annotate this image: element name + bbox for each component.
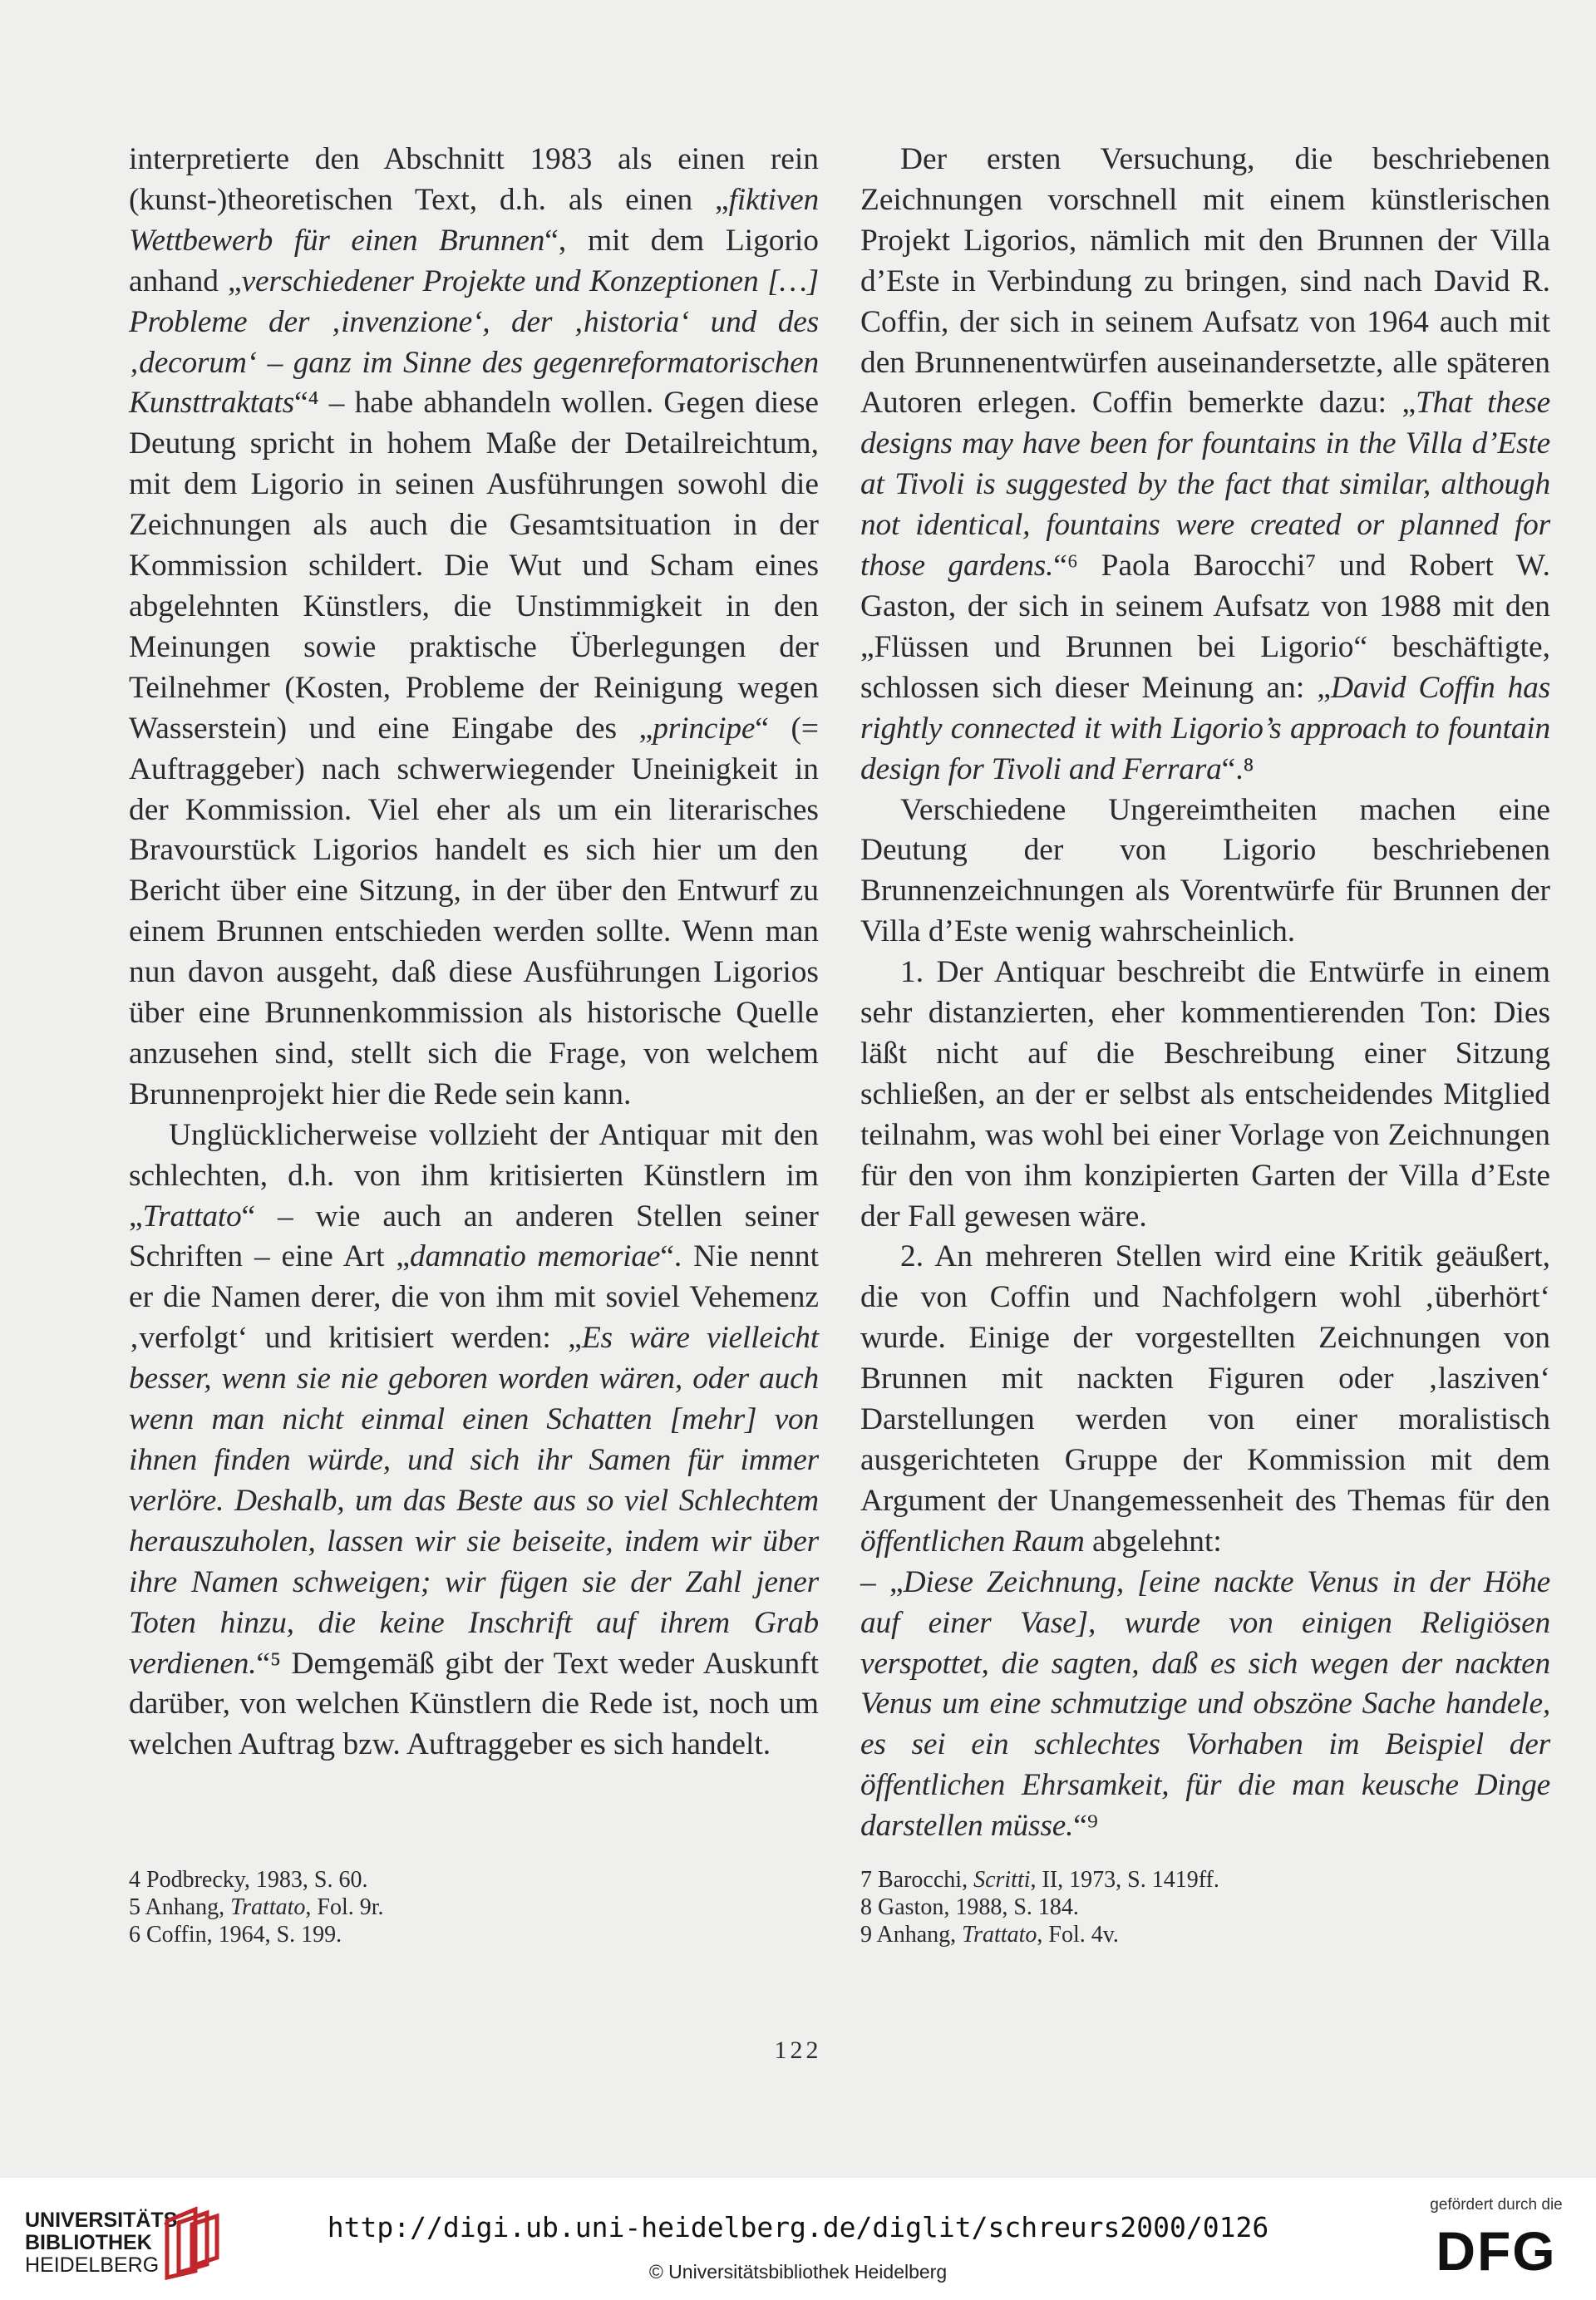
footnote: 9 Anhang, Trattato, Fol. 4v. xyxy=(860,1922,1119,1948)
paragraph: interpretierte den Abschnitt 1983 als einen rein (kunst-)theoretischen Text, d.h. als einen „fiktiven Wettbewerb für einen Brunnen“, mit dem Ligorio anhand „verschiedener Projekte und Konzeptionen […] Probleme der ‚invenzione‘, der ‚historia‘ und des ‚decorum‘ – ganz im Sinne des gegenreformatorischen Kunsttraktats“⁴ – habe abhandeln wollen. Gegen diese Deutung spricht in hohem Maße der Detailreichtum, mit dem Ligorio in seinen Ausführungen sowohl die Zeichnungen als auch die Gesamtsituation in der Kommission schildert. Die Wut und Scham eines abgelehnten Künstlers, die Unstimmigkeit in den Meinungen sowie praktische Überlegungen der Teilnehmer (Kosten, Probleme der Reinigung wegen Wasserstein) und eine Eingabe des „principe“ (= Auftraggeber) nach schwerwiegender Uneinigkeit in der Kommission. Viel eher als um ein literarisches Bravourstück Ligorios handelt es sich hier um den Bericht über eine Sitzung, in der über den Entwurf zu einem Brunnen entschieden werden sollte. Wenn man nun davon ausgeht, daß diese Ausführungen Ligorios über eine Brunnenkommission als historische Quelle anzusehen sind, stellt sich die Frage, von welchem Brunnenprojekt hier die Rede sein kann. xyxy=(129,142,820,1111)
left-text-column xyxy=(129,140,819,1766)
right-text-column xyxy=(860,140,1550,1847)
footnote: 8 Gaston, 1988, S. 184. xyxy=(860,1894,1079,1920)
footnote: 6 Coffin, 1964, S. 199. xyxy=(129,1922,342,1948)
footnotes-right xyxy=(860,1866,1219,1948)
funding-caption: gefördert durch die xyxy=(1430,2196,1563,2214)
footnote: 5 Anhang, Trattato, Fol. 9r. xyxy=(129,1894,384,1920)
permalink-url[interactable]: http://digi.ub.uni-heidelberg.de/diglit/schreurs2000/0126 xyxy=(327,2211,1269,2243)
footnotes-left xyxy=(129,1866,384,1948)
paragraph: 1. Der Antiquar beschreibt die Entwürfe in einem sehr distanzierten, eher kommentierenden Ton: Dies läßt nicht auf die Beschreibung einer Sitzung schließen, an der er selbst als entscheidendes Mitglied teilnahm, was wohl bei einer Vorlage von Zeichnungen für den von ihm konzipierten Garten der Villa d’Este der Fall gewesen wäre. xyxy=(860,955,1550,1234)
copyright-notice: © Universitätsbibliothek Heidelberg xyxy=(648,2261,948,2283)
library-logo-text: UNIVERSITÄTS- BIBLIOTHEK HEIDELBERG xyxy=(25,2209,185,2277)
paragraph: 2. An mehreren Stellen wird eine Kritik geäußert, die von Coffin und Nachfolgern wohl ‚überhört‘ wurde. Einige der vorgestellten Zeichnungen von Brunnen mit nackten Figuren oder ‚lasziven‘ Darstellungen werden von einer moralistisch ausgerichteten Gruppe der Kommission mit dem Argument der Unangemessenheit des Themas für den öffentlichen Raum abgelehnt: xyxy=(860,1239,1550,1559)
paragraph: Verschiedene Ungereimtheiten machen eine Deutung der von Ligorio beschriebenen Brunnenzeichnungen als Vorentwürfe für Brunnen der Villa d’Este wenig wahrscheinlich. xyxy=(860,792,1550,949)
quotation: – „Diese Zeichnung, [eine nackte Venus in der Höhe auf einer Vase], wurde von einigen Religiösen verspottet, die sagten, daß es sich wegen der nackten Venus um eine schmutzige und obszöne Sache handele, es sei ein schlechtes Vorhaben im Beispiel der öffentlichen Ehrsamkeit, für die man keusche Dinge darstellen müsse.“⁹ xyxy=(860,1564,1551,1844)
footnote: 7 Barocchi, Scritti, II, 1973, S. 1419ff. xyxy=(860,1867,1219,1893)
page-number: 122 xyxy=(774,2037,822,2064)
footer-bar xyxy=(0,2178,1596,2300)
dfg-logo-text: DFG xyxy=(1436,2220,1557,2282)
paragraph: Unglücklicherweise vollzieht der Antiquar mit den schlechten, d.h. von ihm kritisierten Künstlern im „Trattato“ – wie auch an anderen Stellen seiner Schriften – eine Art „damnatio memoriae“. Nie nennt er die Namen derer, die von ihm mit soviel Vehemenz ‚verfolgt‘ und kritisiert werden: „Es wäre vielleicht besser, wenn sie nie geboren worden wären, oder auch wenn man nicht einmal einen Schatten [mehr] von ihnen finden würde, und sich ihr Samen für immer verlöre. Deshalb, um das Beste aus so viel Schlechtem herauszuholen, lassen wir sie beiseite, indem wir über ihre Namen schweigen; wir fügen sie der Zahl jener Toten hinzu, die keine Inschrift auf ihrem Grab verdienen.“⁵ Demgemäß gibt der Text weder Auskunft darüber, von welchen Künstlern die Rede ist, noch um welchen Auftrag bzw. Auftraggeber es sich handelt. xyxy=(129,1117,820,1762)
footnote: 4 Podbrecky, 1983, S. 60. xyxy=(129,1867,368,1893)
dfg-logo[interactable] xyxy=(1421,2196,1571,2288)
paragraph: Der ersten Versuchung, die beschriebenen Zeichnungen vorschnell mit einem künstlerischen Projekt Ligorios, nämlich mit den Brunnen der Villa d’Este in Verbindung zu bringen, sind nach David R. Coffin, der sich in seinem Aufsatz von 1964 auch mit den Brunnenentwürfen auseinandersetzte, alle späteren Autoren erlegen. Coffin bemerkte dazu: „That these designs may have been for fountains in the Villa d’Este at Tivoli is suggested by the fact that similar, although not identical, fountains were created or planned for those gardens.“⁶ Paola Barocchi⁷ und Robert W. Gaston, der sich in seinem Aufsatz von 1988 mit den „Flüssen und Brunnen bei Ligorio“ beschäftigte, schlossen sich dieser Meinung an: „David Coffin has rightly connected it with Ligorio’s approach to fountain design for Tivoli and Ferrara“.⁸ xyxy=(860,142,1550,786)
